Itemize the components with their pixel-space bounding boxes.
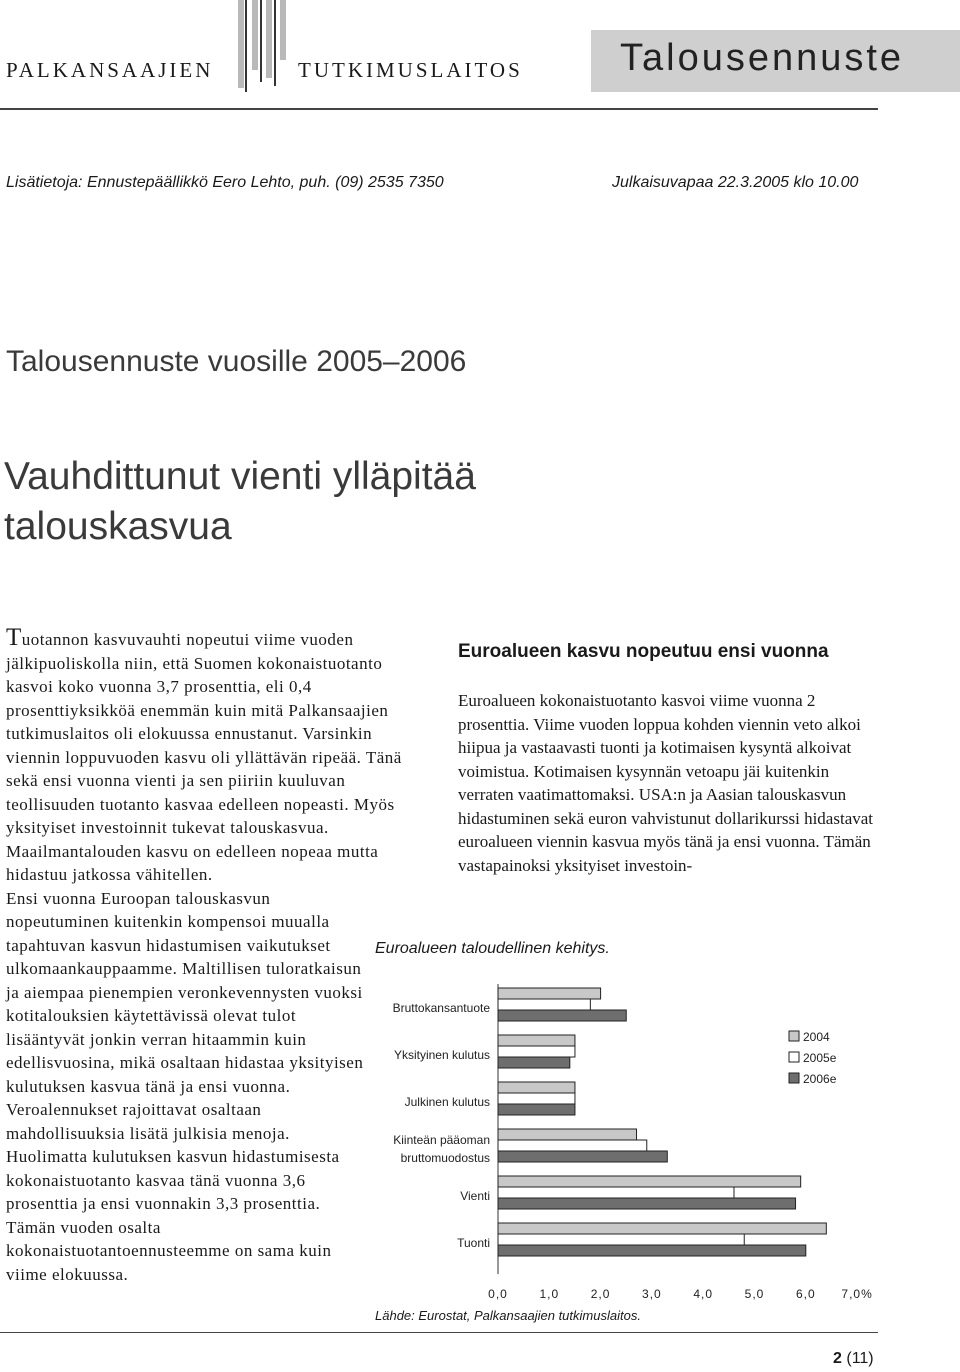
bar-2004 [498, 1223, 826, 1234]
legend-label: 2005e [803, 1051, 837, 1065]
category-label: Bruttokansantuote [392, 1001, 490, 1015]
figure-caption: Euroalueen taloudellinen kehitys. [375, 940, 610, 957]
kicker: Talousennuste vuosille 2005–2006 [6, 345, 467, 378]
x-tick-label: 4,0 [693, 1287, 714, 1300]
logo-bar [252, 0, 258, 70]
logo-bar [266, 0, 272, 78]
bar-2004 [498, 1035, 575, 1046]
page-total: (11) [846, 1350, 874, 1367]
header-rule [0, 108, 878, 110]
bar-2004 [498, 988, 601, 999]
bar-2005e [498, 1093, 575, 1104]
section-heading: Euroalueen kasvu nopeutuu ensi vuonna [458, 641, 829, 662]
category-label: bruttomuodostus [400, 1151, 490, 1165]
logo-bar [260, 0, 262, 82]
body-right: Euroalueen kokonaistuotanto kasvoi viime vuonna 2 prosenttia. Viime vuoden loppua kohden viennin veto alkoi hiipua ja vastaavasti tuonti ja kotimaisen kysyntä alkoivat voimistua. Kotimaisen kysynnän vetoapu jäi kuitenkin verraten vaatimattomaksi. USA:n ja Aasian talouskasvun hidastuminen sekä euron vahvistunut dollarikurssi hidastavat euroalueen viennin kasvua myös tänä ja ensi vuonna. Tämän vastapainoksi yksityiset investoin- [458, 691, 874, 875]
category-label: Julkinen kulutus [404, 1095, 490, 1109]
bar-2005e [498, 1187, 734, 1198]
category-label: Vienti [460, 1189, 490, 1203]
bar-2005e [498, 999, 590, 1010]
legend-label: 2004 [803, 1030, 830, 1044]
product-title: Talousennuste [620, 37, 905, 79]
contact-info: Lisätietoja: Ennustepäällikkö Eero Lehto, puh. (09) 2535 7350 [6, 174, 444, 191]
org-name-part2: TUTKIMUSLAITOS [298, 58, 523, 82]
legend-swatch [789, 1073, 799, 1083]
release-info: Julkaisuvapaa 22.3.2005 klo 10.00 [612, 174, 859, 191]
x-tick-label: 1,0 [539, 1287, 560, 1300]
page-current: 2 [833, 1350, 842, 1367]
logo-bar [245, 0, 247, 92]
body-left [6, 624, 420, 1286]
logo-bar [274, 0, 276, 86]
bar-2004 [498, 1082, 575, 1093]
bar-2006e [498, 1057, 570, 1068]
body-left-wide: uotannon kasvuvauhti nopeutui viime vuoden jälkipuoliskolla niin, että Suomen kokonaistuotanto kasvoi koko vuonna 3,7 prosenttia, eli 0,4 prosenttiyksikköä enemmän kuin mitä Palkansaajien tutkimuslaitos oli elokuussa ennustanut. Varsinkin viennin loppuvuoden kasvu oli yllättävän ripeää. Tänä sekä ensi vuonna vienti ja sen piiriin kuuluvan teollisuuden tuotanto kasvaa edelleen nopeasti. Myös yksityiset investoinnit tukevat talouskasvua. Maailmantalouden kasvu on edelleen nopeaa mutta hidastuu jatkossa vähitellen. [6, 630, 402, 884]
org-name-part1: PALKANSAAJIEN [6, 58, 214, 82]
bar-2004 [498, 1129, 637, 1140]
legend-label: 2006e [803, 1072, 837, 1086]
headline: Vauhdittunut vienti ylläpitää talouskasvua [4, 455, 476, 548]
footer-rule [0, 1332, 878, 1333]
bar-2006e [498, 1010, 626, 1021]
bar-2005e [498, 1046, 575, 1057]
legend-swatch [789, 1031, 799, 1041]
page-number [833, 1350, 874, 1368]
bar-2006e [498, 1104, 575, 1115]
bar-2005e [498, 1234, 744, 1245]
bar-2004 [498, 1176, 801, 1187]
body-left-narrow: Ensi vuonna Euroopan talouskasvun nopeutuminen kuitenkin kompensoi muualla tapahtuvan kasvun hidastumisen vaikutukset ulkomaankauppaamme. Maltillisen tuloratkaisun ja aiempaa pienempien veronkevennysten vuoksi kotitalouksien käytettävissä olevat tulot lisääntyvät jonkin verran hitaammin kuin edellisvuosina, mikä osaltaan hidastaa yksityisen kulutuksen kasvua tänä ja ensi vuonna. Veroalennukset rajoittavat osaltaan mahdollisuuksia lisätä julkisia menoja. Huolimatta kulutuksen kasvun hidastumisesta kokonaistuotanto kasvaa tänä vuonna 3,6 prosenttia ja ensi vuonnakin 3,3 prosenttia. Tämän vuoden osalta kokonaistuotantoennusteemme on sama kuin viime elokuussa. [6, 888, 364, 1284]
legend-swatch [789, 1052, 799, 1062]
x-tick-label: 0,0 [488, 1287, 508, 1300]
bar-2006e [498, 1151, 667, 1162]
x-tick-label: 7,0% [841, 1287, 873, 1300]
logo-bar [238, 0, 244, 88]
x-tick-label: 5,0 [744, 1287, 765, 1300]
category-label: Tuonti [457, 1236, 490, 1250]
drop-cap: T [6, 624, 22, 651]
bar-2006e [498, 1198, 796, 1209]
bar-2006e [498, 1245, 806, 1256]
x-tick-label: 6,0 [795, 1287, 816, 1300]
bar-chart [372, 955, 882, 1300]
category-label: Kiinteän pääoman [393, 1133, 490, 1147]
category-label: Yksityinen kulutus [393, 1048, 490, 1062]
figure-source: Lähde: Eurostat, Palkansaajien tutkimuslaitos. [375, 1308, 641, 1323]
logo-bar [280, 0, 286, 60]
bar-2005e [498, 1140, 647, 1151]
x-tick-label: 3,0 [642, 1287, 662, 1300]
x-tick-label: 2,0 [590, 1287, 611, 1300]
